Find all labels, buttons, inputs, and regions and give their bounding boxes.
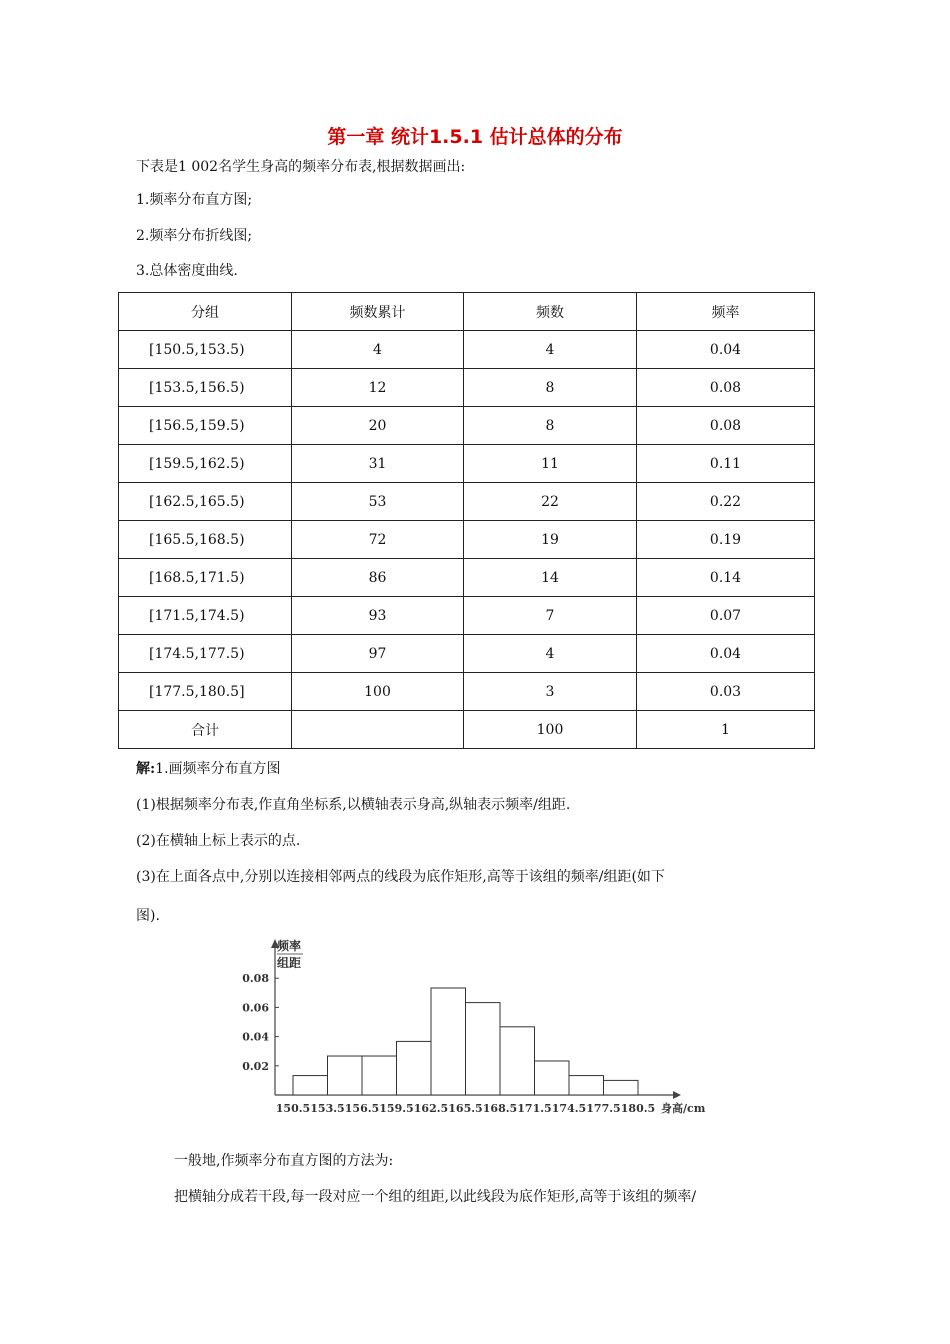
cell-frequency: 0.03 [637,673,815,711]
intro-text: 下表是1 002名学生身高的频率分布表,根据数据画出: [136,159,466,175]
histogram-bar [604,1080,639,1095]
table-row [119,369,815,407]
x-axis-label: 身高/cm [661,1102,706,1115]
solution-label: 解: [136,761,156,777]
cell-cumulative: 12 [292,369,464,407]
x-tick-label: 174.5 [551,1102,587,1115]
cell-count: 19 [464,521,637,559]
y-tick-label: 0.02 [242,1059,269,1073]
cell-cumulative: 4 [292,331,464,369]
cell-count: 22 [464,483,637,521]
cell-cumulative: 31 [292,445,464,483]
cell-group: [174.5,177.5) [119,635,292,673]
task-3: 3.总体密度曲线. [136,263,238,279]
cell-frequency: 0.08 [637,369,815,407]
solution-heading [136,758,281,778]
table-row [119,597,815,635]
cell-frequency: 0.19 [637,521,815,559]
histogram-bar [466,1003,501,1095]
table-header-row [119,293,815,331]
x-tick-label: 153.5 [310,1102,345,1115]
cell-frequency: 0.07 [637,597,815,635]
x-tick-label: 165.5 [448,1102,483,1115]
x-tick-label: 150.5 [275,1102,311,1115]
y-axis-label-bottom: 组距 [277,956,302,970]
histogram-bar [500,1027,535,1095]
cell-group: [150.5,153.5) [119,331,292,369]
x-tick-label: 171.5 [517,1102,552,1115]
histogram-bar [328,1056,363,1095]
cell-cumulative: 72 [292,521,464,559]
table-row [119,331,815,369]
histogram-bar [535,1061,570,1095]
header-frequency: 频率 [637,293,815,331]
x-tick-label: 168.5 [482,1102,518,1115]
general-method-2: 把横轴分成若干段,每一段对应一个组的组距,以此线段为底作矩形,高等于该组的频率/ [174,1189,697,1205]
cell-group: [168.5,171.5) [119,559,292,597]
cell-count: 8 [464,407,637,445]
y-tick-label: 0.08 [242,972,269,986]
x-axis-arrow-icon [673,1091,681,1099]
histogram-chart [235,936,725,1121]
x-tick-label: 180.5 [620,1102,656,1115]
solution-step-3-cont: 图). [136,908,160,924]
frequency-table [118,292,815,749]
table-row [119,635,815,673]
cell-frequency: 0.04 [637,331,815,369]
table-row [119,521,815,559]
table-row [119,445,815,483]
solution-heading-text: 1.画频率分布直方图 [155,761,281,777]
cell-count: 4 [464,635,637,673]
cell-count: 8 [464,369,637,407]
cell-cumulative [292,711,464,749]
table-row [119,483,815,521]
cell-cumulative: 20 [292,407,464,445]
cell-count: 7 [464,597,637,635]
cell-cumulative: 100 [292,673,464,711]
cell-frequency: 0.11 [637,445,815,483]
table-row [119,559,815,597]
cell-group: [177.5,180.5] [119,673,292,711]
cell-frequency: 1 [637,711,815,749]
table-row [119,407,815,445]
y-tick-label: 0.06 [242,1001,269,1015]
cell-group: [171.5,174.5) [119,597,292,635]
cell-frequency: 0.14 [637,559,815,597]
x-tick-label: 159.5 [379,1102,414,1115]
cell-group: [162.5,165.5) [119,483,292,521]
cell-cumulative: 86 [292,559,464,597]
cell-group: [156.5,159.5) [119,407,292,445]
cell-count: 14 [464,559,637,597]
cell-cumulative: 93 [292,597,464,635]
cell-frequency: 0.22 [637,483,815,521]
table-row [119,673,815,711]
histogram-bar [569,1076,604,1095]
cell-group: [165.5,168.5) [119,521,292,559]
table-total-row [119,711,815,749]
solution-step-2: (2)在横轴上标上表示的点. [136,833,301,849]
cell-count: 3 [464,673,637,711]
solution-step-3: (3)在上面各点中,分别以连接相邻两点的线段为底作矩形,高等于该组的频率/组距(如下 [136,869,665,885]
header-group: 分组 [119,293,292,331]
x-tick-label: 162.5 [413,1102,449,1115]
cell-count: 100 [464,711,637,749]
task-1: 1.频率分布直方图; [136,192,253,208]
cell-frequency: 0.08 [637,407,815,445]
cell-group: [153.5,156.5) [119,369,292,407]
histogram-bar [397,1041,432,1095]
cell-cumulative: 53 [292,483,464,521]
general-method-1: 一般地,作频率分布直方图的方法为: [174,1153,394,1169]
task-2: 2.频率分布折线图; [136,228,253,244]
histogram-bar [293,1076,328,1095]
x-tick-label: 156.5 [344,1102,380,1115]
histogram-bar [362,1056,397,1095]
histogram-bar [431,988,466,1095]
header-cumulative: 频数累计 [292,293,464,331]
header-count: 频数 [464,293,637,331]
cell-group: [159.5,162.5) [119,445,292,483]
cell-count: 4 [464,331,637,369]
cell-cumulative: 97 [292,635,464,673]
y-tick-label: 0.04 [242,1030,269,1044]
solution-step-1: (1)根据频率分布表,作直角坐标系,以横轴表示身高,纵轴表示频率/组距. [136,797,571,813]
cell-count: 11 [464,445,637,483]
cell-group: 合计 [119,711,292,749]
y-axis-label-top: 频率 [277,939,302,953]
page-title: 第一章 统计1.5.1 估计总体的分布 [327,126,623,148]
x-tick-label: 177.5 [586,1102,621,1115]
cell-frequency: 0.04 [637,635,815,673]
